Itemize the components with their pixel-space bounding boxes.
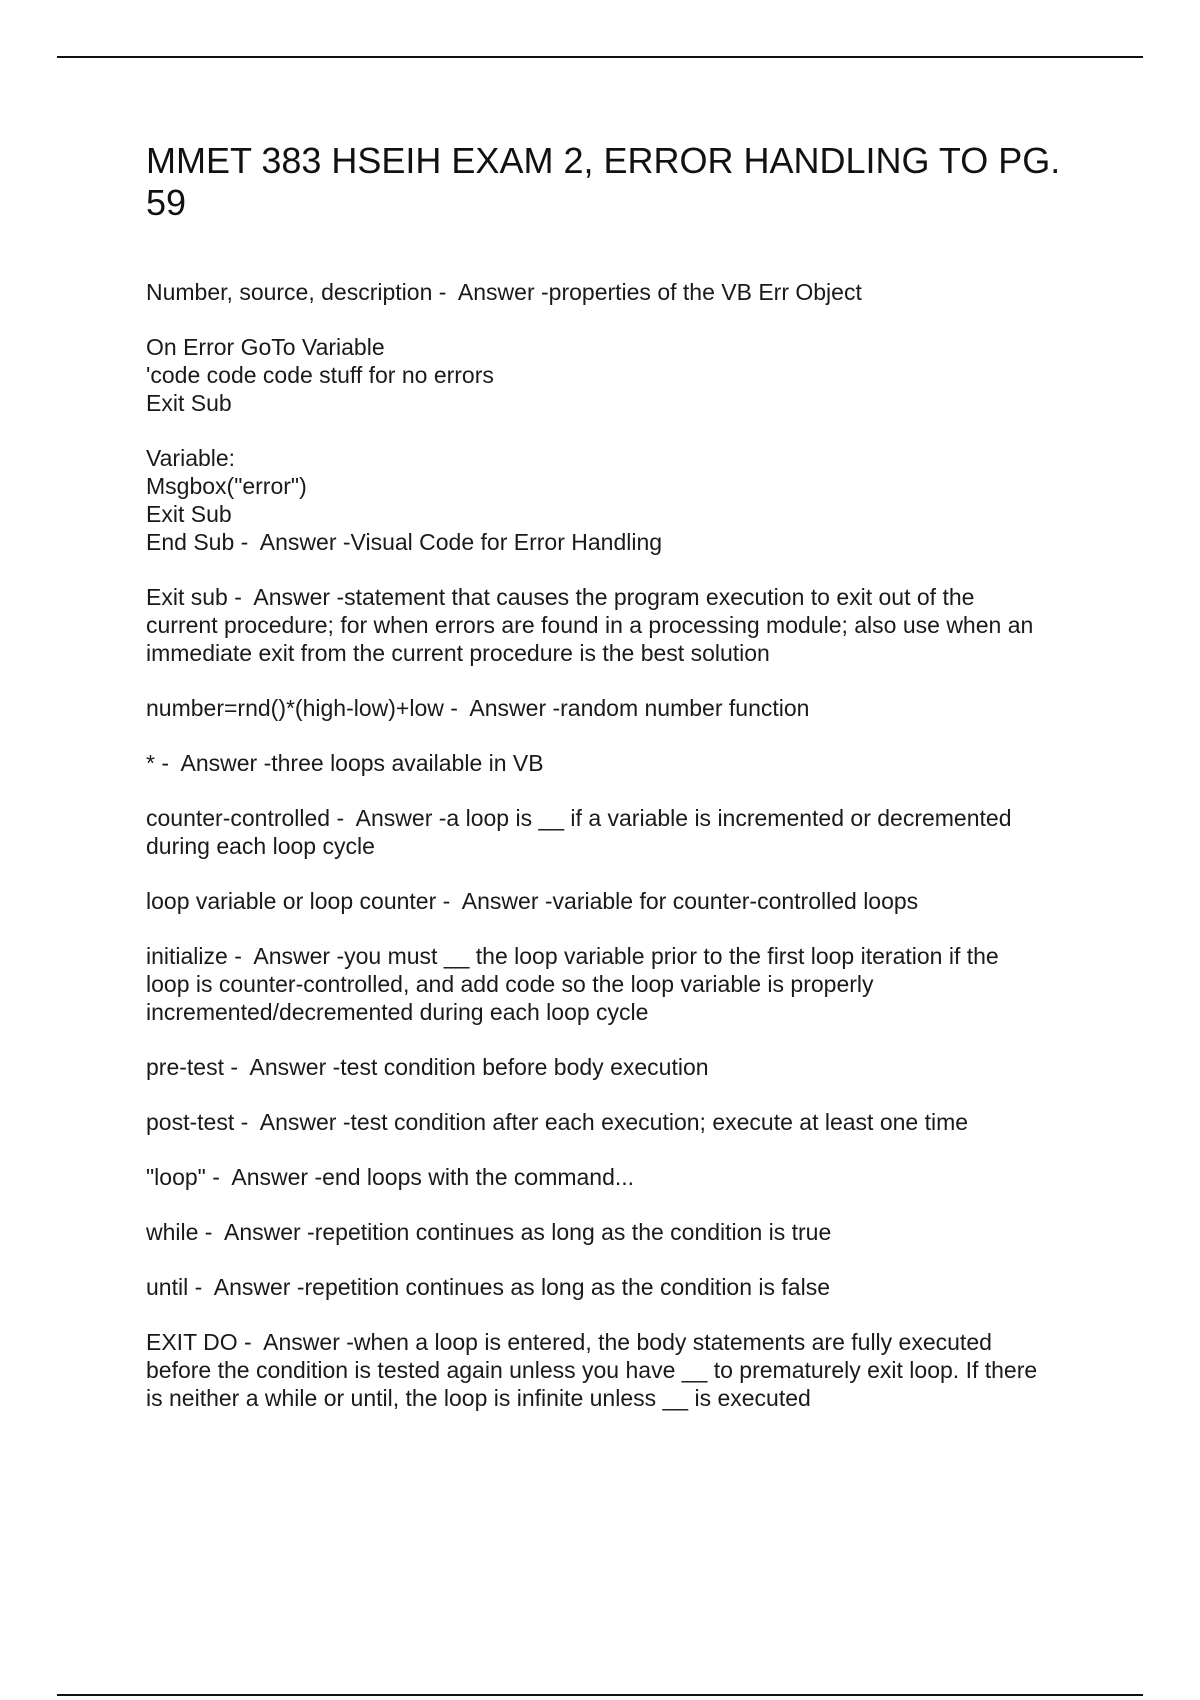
qa-list (146, 278, 1096, 1412)
entry-line: Variable: (146, 445, 236, 471)
entry-line: Exit sub - Answer -statement that causes the program execution to exit out of the (146, 584, 975, 610)
qa-entry (146, 278, 1096, 306)
qa-entry (146, 749, 1096, 777)
entry-line: current procedure; for when errors are found in a processing module; also use when an (146, 612, 1034, 638)
qa-entry (146, 1163, 1096, 1191)
qa-entry (146, 444, 1096, 556)
title-line: MMET 383 HSEIH EXAM 2, ERROR HANDLING TO PG. (146, 140, 1061, 181)
bottom-rule (57, 1694, 1143, 1696)
document-title (146, 140, 1096, 224)
qa-entry (146, 1053, 1096, 1081)
entry-line: is neither a while or until, the loop is infinite unless __ is executed (146, 1385, 811, 1411)
qa-entry (146, 804, 1096, 860)
qa-entry (146, 1218, 1096, 1246)
qa-entry (146, 1328, 1096, 1412)
entry-line: until - Answer -repetition continues as long as the condition is false (146, 1274, 830, 1300)
entry-line: On Error GoTo Variable (146, 334, 385, 360)
entry-line: before the condition is tested again unless you have __ to prematurely exit loop. If there (146, 1357, 1038, 1383)
entry-line: counter-controlled - Answer -a loop is __ if a variable is incremented or decremented (146, 805, 1012, 831)
qa-entry (146, 583, 1096, 667)
entry-line: loop is counter-controlled, and add code so the loop variable is properly (146, 971, 874, 997)
qa-entry (146, 333, 1096, 417)
qa-entry (146, 694, 1096, 722)
entry-line: while - Answer -repetition continues as long as the condition is true (146, 1219, 832, 1245)
entry-line: during each loop cycle (146, 833, 375, 859)
top-rule (57, 56, 1143, 58)
entry-line: number=rnd()*(high-low)+low - Answer -random number function (146, 695, 810, 721)
entry-line: loop variable or loop counter - Answer -variable for counter-controlled loops (146, 888, 919, 914)
entry-line: initialize - Answer -you must __ the loop variable prior to the first loop iteration if the (146, 943, 999, 969)
entry-line: Exit Sub (146, 390, 232, 416)
entry-line: Number, source, description - Answer -properties of the VB Err Object (146, 279, 862, 305)
entry-line: incremented/decremented during each loop cycle (146, 999, 649, 1025)
entry-line: immediate exit from the current procedure is the best solution (146, 640, 770, 666)
entry-line: Exit Sub (146, 501, 232, 527)
entry-line: End Sub - Answer -Visual Code for Error Handling (146, 529, 663, 555)
entry-line: EXIT DO - Answer -when a loop is entered, the body statements are fully executed (146, 1329, 992, 1355)
qa-entry (146, 1108, 1096, 1136)
entry-line: 'code code code stuff for no errors (146, 362, 494, 388)
entry-line: Msgbox("error") (146, 473, 307, 499)
qa-entry (146, 942, 1096, 1026)
entry-line: * - Answer -three loops available in VB (146, 750, 544, 776)
title-line: 59 (146, 182, 187, 223)
qa-entry (146, 887, 1096, 915)
document-page (146, 140, 1096, 1439)
entry-line: pre-test - Answer -test condition before body execution (146, 1054, 709, 1080)
entry-line: "loop" - Answer -end loops with the command... (146, 1164, 635, 1190)
entry-line: post-test - Answer -test condition after each execution; execute at least one time (146, 1109, 969, 1135)
qa-entry (146, 1273, 1096, 1301)
